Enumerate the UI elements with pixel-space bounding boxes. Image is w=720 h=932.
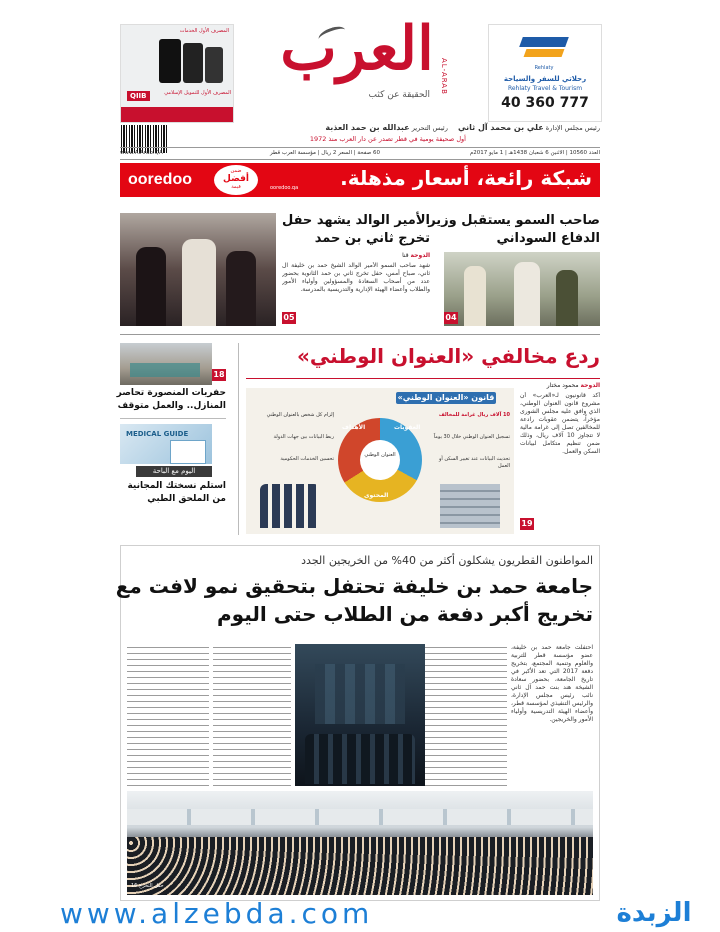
text-col-left-1 xyxy=(127,644,209,786)
sidebar2-brand: MEDICAL GUIDE xyxy=(126,430,189,438)
sidebar2-label: اليوم مع الباحة xyxy=(136,466,212,477)
infographic-title: قانون «العنوان الوطني» xyxy=(397,393,495,402)
banner-brand: ooredoo xyxy=(128,171,192,188)
main-page: 16 xyxy=(131,883,138,889)
sidebar-divider xyxy=(120,418,226,419)
main-headline-1: جامعة حمد بن خليفة تحتفل بتحقيق نمو لافت مع xyxy=(115,574,593,598)
story2-body: شهد صاحب السمو الأمير الوالد الشيخ حمد بن خليفة آل ثاني، صباح أمس، حفل تخرج ثاني بن حمد الثانوية بحضور عدد من أصحاب السعادة والمسؤولين وأولياء الأمور والطلاب وأعضاء الهيئة الإدارية والتدريسية بالمدرسة. xyxy=(282,262,430,293)
story3-dateline xyxy=(520,382,600,389)
main-caption-text: حفل التخرج xyxy=(138,883,164,889)
issue-info: العدد 10560 | الاثنين 6 شعبان 1438هـ | 1 مايو 2017م xyxy=(469,150,600,156)
story2-author: قنا xyxy=(402,252,409,259)
infographic xyxy=(246,388,514,534)
masthead-slogan: الحقيقة عن كثب xyxy=(368,90,430,100)
inf-building xyxy=(440,484,500,528)
sidebar2-title-1: استلم نسختك المجانية xyxy=(127,481,226,491)
text-col-2 xyxy=(425,644,507,786)
barcode xyxy=(121,125,169,153)
inf-item3: تحديث البيانات عند تغيير السكن أو العمل xyxy=(438,456,510,469)
ad-stripe xyxy=(121,107,233,122)
main-kicker: المواطنون القطريون يشكلون أكثر من 40% من الخريجين الجدد xyxy=(301,554,593,567)
board-line xyxy=(248,122,600,134)
editor-name: عبدالله بن حمد العذبة xyxy=(325,123,410,132)
board-label: رئيس مجلس الإدارة xyxy=(545,124,600,132)
inf-item4: إلزام كل شخص بالعنوان الوطني xyxy=(266,412,334,418)
badge-line1: ضمن xyxy=(230,168,242,174)
info-divider xyxy=(120,159,600,160)
rehlaty-phone: 40 360 777 xyxy=(501,95,589,111)
rehlaty-logo-text: Rehlaty xyxy=(534,65,554,71)
main-inner-photo xyxy=(295,644,425,786)
main-headline-2: تخريج أكبر دفعة من الطلاب حتى اليوم xyxy=(217,602,593,626)
inf-people xyxy=(260,484,320,528)
inf-center xyxy=(360,440,400,480)
inf-c3: العقوبات xyxy=(394,424,421,431)
footer-url[interactable]: www.alzebda.com xyxy=(60,897,374,930)
inf-item1: 10 آلاف ريال غرامة للمخالف xyxy=(438,412,510,418)
story1-page: 04 xyxy=(445,313,457,322)
ad-rehlaty[interactable] xyxy=(488,24,602,122)
story1-title-1: صاحب السمو يستقبل وزير xyxy=(428,213,600,228)
rehlaty-name-en: Rehlaty Travel & Tourism xyxy=(507,85,583,92)
story2-title-1: الأمير الوالد يشهد حفل xyxy=(281,213,430,228)
story2-photo xyxy=(120,213,276,326)
story3-body: أكد قانونيون لـ«العرب» أن مشروع قانون العنوان الوطني، الذي وافق عليه مجلس الشورى مؤخراً، يتضمن عقوبات رادعة للمخالفين تصل إلى غرامة مالية لا تتجاوز 10 آلاف ريال، وذلك ضمن تنظيم متكامل لبيانات السكن والعمل. xyxy=(520,392,600,455)
story3-title: ردع مخالفي «العنوان الوطني» xyxy=(296,344,600,368)
inf-item2: تسجيل العنوان الوطني خلال 30 يوماً xyxy=(433,434,510,440)
sidebar1-title-2: المنازل.. والعمل متوقف xyxy=(117,401,226,411)
phone-graphic xyxy=(159,39,181,83)
editor-label: رئيس التحرير xyxy=(411,124,448,132)
story3-author: محمود مختار xyxy=(546,382,579,389)
inf-item6: تحسين الخدمات الحكومية xyxy=(280,456,334,462)
rehlaty-name-ar: رحلاتي للسفر والسياحة xyxy=(503,75,587,83)
footer-logo[interactable] xyxy=(598,896,710,930)
masthead-latin: AL-ARAB xyxy=(440,58,448,95)
phone-graphic-2 xyxy=(183,43,203,83)
story3-dateline-city: الدوحة xyxy=(580,382,600,389)
ad-qiib[interactable] xyxy=(120,24,234,123)
ad-qiib-top: المصرف الأول الخدمات xyxy=(179,28,229,34)
story3-page: 19 xyxy=(521,519,533,528)
sidebar1-page: 18 xyxy=(213,370,225,379)
inf-c1: الأهداف xyxy=(342,424,366,431)
website[interactable]: www.AlArab.QA xyxy=(120,150,163,156)
story2-title-2: تخرج ثاني بن حمد xyxy=(314,231,430,246)
story3-underline xyxy=(246,378,600,379)
main-body: احتفلت جامعة حمد بن خليفة، عضو مؤسسة قطر للتربية والعلوم وتنمية المجتمع، بتخريج دفعة 2017 التي تعد الأكبر في تاريخ الجامعة، بحضور سعادة الشيخة هند بنت حمد آل ثاني نائب رئيس مجلس الإدارة، والرئيس التنفيذي لمؤسسة قطر، وأعضاء الهيئة التدريسية وأولياء الأمور والخريجين. xyxy=(511,644,593,786)
sidebar1-photo xyxy=(120,343,212,385)
footer-logo-text: الزبدة xyxy=(616,898,692,928)
main-group-photo xyxy=(127,791,593,895)
story2-page: 05 xyxy=(283,313,295,322)
banner-text: شبكة رائعة، أسعار مذهلة. xyxy=(340,166,592,190)
inf-center-label: العنوان الوطني xyxy=(364,452,396,458)
phone-graphic-3 xyxy=(205,47,223,83)
story2-dateline-city: الدوحة xyxy=(410,252,430,259)
banner-badge xyxy=(214,165,258,195)
price-info: 60 صفحة | السعر 2 ريال | مؤسسة العرب قطر xyxy=(269,150,381,156)
main-story[interactable] xyxy=(115,545,600,901)
qiib-logo: QIIB xyxy=(127,91,150,101)
sidebar2-title-2: من الملحق الطبي xyxy=(147,494,226,504)
sidebar2-photo xyxy=(120,424,212,464)
badge-line2: أفضل xyxy=(223,174,249,184)
main-caption xyxy=(131,883,164,889)
tagline: أول صحيفة يومية في قطر تصدر عن دار العرب منذ 1972 xyxy=(309,135,466,143)
story1-title-2: الدفاع السوداني xyxy=(496,231,600,246)
sidebar1-title-1: حفريات المنصورة تحاصر xyxy=(116,388,226,398)
masthead-title: العرب xyxy=(280,14,434,84)
ad-qiib-text: المصرف الأول للتمويل الإسلامي xyxy=(164,90,231,96)
text-col-left-2 xyxy=(213,644,291,786)
board-name: علي بن محمد آل ثاني xyxy=(458,123,544,132)
banner-url: ooredoo.qa xyxy=(270,185,299,191)
column-rule xyxy=(238,343,239,535)
story1-photo xyxy=(444,252,600,326)
rehlaty-logo xyxy=(519,33,569,63)
badge-line3: قيمة xyxy=(231,184,241,190)
story2-dateline xyxy=(350,252,430,259)
ooredoo-banner[interactable] xyxy=(120,163,600,197)
inf-c2: المحتوى xyxy=(364,492,389,499)
inf-item5: ربط البيانات بين جهات الدولة xyxy=(273,434,334,440)
masthead-divider xyxy=(120,147,600,148)
section-divider-1 xyxy=(120,334,600,335)
